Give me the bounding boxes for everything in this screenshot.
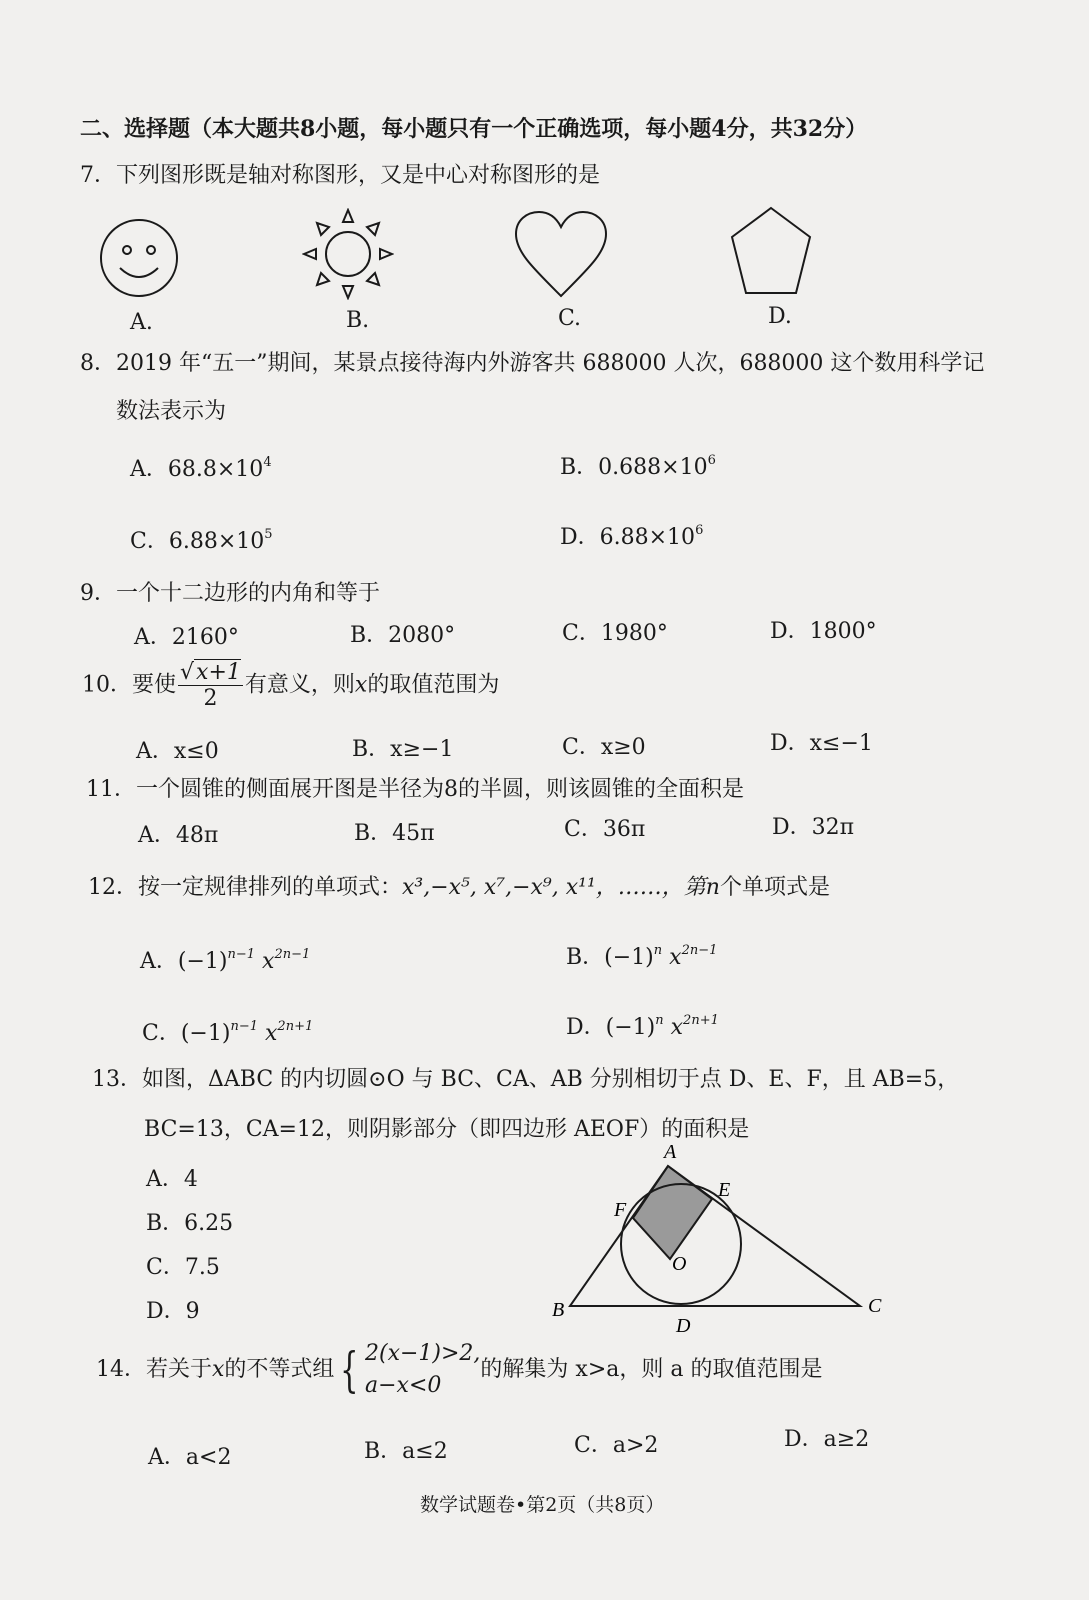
q9-option-b: B．2080° xyxy=(350,623,456,648)
triangle-abc xyxy=(570,1166,860,1306)
q11-option-d: D．32π xyxy=(772,815,855,840)
q11-option-a: A．48π xyxy=(138,823,219,848)
q10-option-c: C．x≥0 xyxy=(562,735,646,760)
question-8-stem-line1: 8．2019 年“五一”期间，某景点接待海内外游客共 688000 人次，688000 这个数用科学记 xyxy=(80,351,985,376)
question-11-stem: 11．一个圆锥的侧面展开图是半径为8的半圆，则该圆锥的全面积是 xyxy=(86,777,744,802)
q10-option-a: A．x≤0 xyxy=(136,739,219,764)
q12-option-d: D．$(-1)^n$ $x^{2n+1}$ xyxy=(566,1013,719,1040)
shaded-quadrilateral-aeof xyxy=(633,1166,712,1259)
q8-option-c: C．$6.88\times 10^5$ xyxy=(130,527,273,554)
question-12-stem: 12．按一定规律排列的单项式：x³,−x⁵, x⁷,−x⁹, x¹¹，……，第n个单项式是 xyxy=(88,875,830,900)
q7-label-a: A. xyxy=(130,310,153,335)
q10-fraction: $\frac{√x+1}{2}$ xyxy=(180,660,241,711)
q9-option-a: A．2160° xyxy=(134,625,239,650)
label-a: A xyxy=(664,1141,677,1163)
q13-option-c: C．7.5 xyxy=(146,1255,220,1280)
q11-option-c: C．36π xyxy=(564,817,646,842)
smiley-face-icon xyxy=(96,218,186,298)
q11-option-b: B．45π xyxy=(354,821,435,846)
q9-option-c: C．1980° xyxy=(562,621,668,646)
q10-option-d: D．x≤−1 xyxy=(770,731,873,756)
label-e: E xyxy=(718,1179,731,1201)
q13-option-a: A．4 xyxy=(146,1167,198,1192)
q14-option-b: B．a≤2 xyxy=(364,1439,448,1464)
q9-option-d: D．1800° xyxy=(770,619,877,644)
q7-label-d: D. xyxy=(768,304,792,329)
q14-option-a: A．a<2 xyxy=(148,1445,232,1470)
section-title: 二、选择题（本大题共8小题，每小题只有一个正确选项，每小题4分，共32分） xyxy=(80,116,868,142)
question-14-stem: 14．若关于x的不等式组 { 2(x−1)>2, a−x<0的解集为 x>a，则 a 的取值范围是 xyxy=(96,1338,822,1402)
sun-icon xyxy=(302,208,394,300)
pentagon-icon xyxy=(728,205,814,297)
question-8-stem-line2: 数法表示为 xyxy=(116,399,227,424)
q8-option-a: A．$68.8\times 10^4$ xyxy=(130,455,272,482)
label-b: B xyxy=(552,1299,565,1321)
q12-option-c: C．$(-1)^{n-1}$ $x^{2n+1}$ xyxy=(142,1019,314,1046)
question-13-stem-line1: 13．如图，ΔABC 的内切圆⊙O 与 BC、CA、AB 分别相切于点 D、E、F，且 AB=5， xyxy=(92,1067,960,1092)
q8-option-b: B．$0.688\times 10^6$ xyxy=(560,453,716,480)
label-c: C xyxy=(868,1295,882,1317)
q14-inequality-system: 2(x−1)>2, a−x<0 xyxy=(364,1341,481,1398)
q10-option-b: B．x≥−1 xyxy=(352,737,454,762)
label-f: F xyxy=(614,1199,627,1221)
q7-label-b: B. xyxy=(346,308,370,333)
incircle-triangle-figure xyxy=(540,1136,900,1346)
question-10-stem: 10．要使 $\frac{√x+1}{2}$ 有意义，则x的取值范围为 xyxy=(82,660,500,711)
label-d: D xyxy=(676,1315,691,1337)
question-7-stem: 7．下列图形既是轴对称图形，又是中心对称图形的是 xyxy=(80,163,600,188)
heart-icon xyxy=(513,210,609,300)
label-o: O xyxy=(672,1253,687,1275)
q12-option-b: B．$(-1)^n$ $x^{2n-1}$ xyxy=(566,943,718,970)
question-9-stem: 9．一个十二边形的内角和等于 xyxy=(80,581,380,606)
q13-option-b: B．6.25 xyxy=(146,1211,234,1236)
q13-option-d: D．9 xyxy=(146,1299,200,1324)
q8-option-d: D．$6.88\times 10^6$ xyxy=(560,523,704,550)
question-13-stem-line2: BC=13，CA=12，则阴影部分（即四边形 AEOF）的面积是 xyxy=(144,1117,750,1142)
page-footer: 数学试题卷•第2页（共8页） xyxy=(420,1494,665,1516)
q12-option-a: A．$(-1)^{n-1}$ $x^{2n-1}$ xyxy=(140,947,311,974)
q14-option-d: D．a≥2 xyxy=(784,1427,870,1452)
q7-label-c: C. xyxy=(558,306,582,331)
q14-option-c: C．a>2 xyxy=(574,1433,659,1458)
